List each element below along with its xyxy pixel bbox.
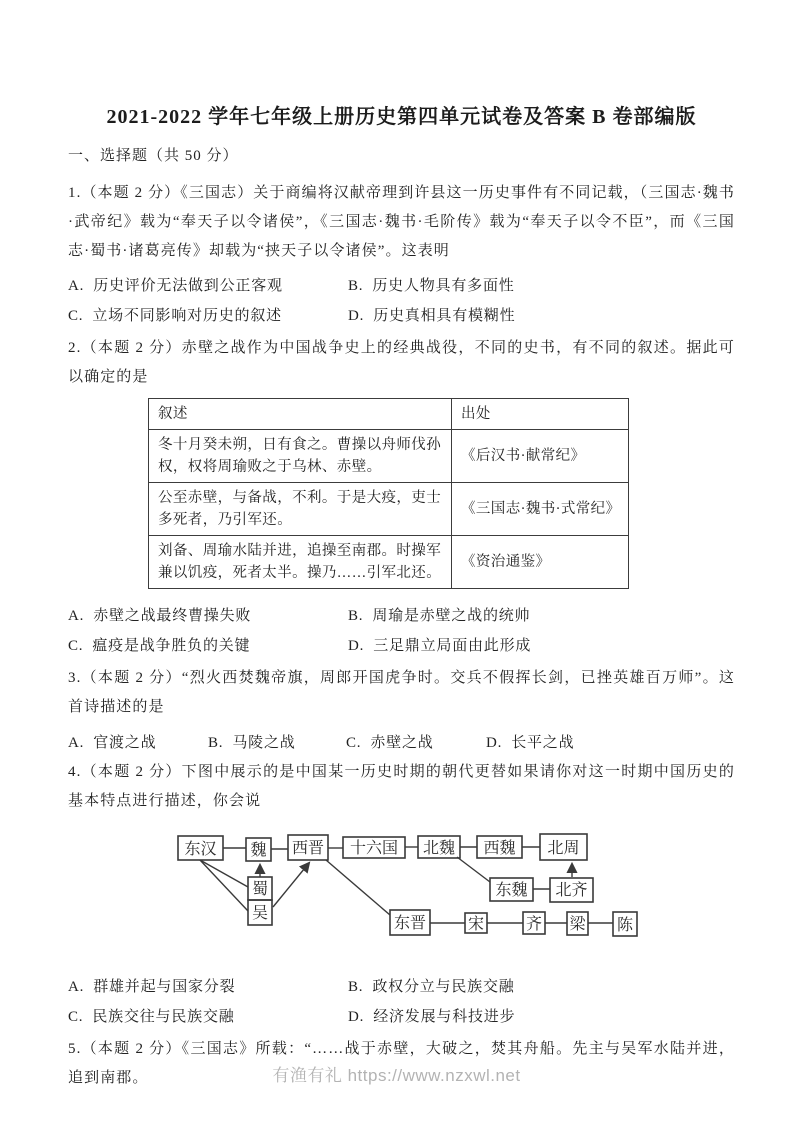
table-cell-narrative: 刘备、周瑜水陆并进，追操至南郡。时操军兼以饥疫，死者太半。操乃……引军北还。: [149, 536, 452, 589]
option-text: 立场不同影响对历史的叙述: [92, 308, 282, 324]
option-b: [208, 728, 346, 758]
svg-text:东晋: 东晋: [393, 915, 427, 932]
option-text: 赤壁之战最终曹操失败: [93, 608, 252, 624]
node-wei: [246, 838, 271, 861]
node-beiwei: [418, 836, 460, 858]
option-text: 历史真相具有模糊性: [373, 308, 516, 324]
option-text: 三足鼎立局面由此形成: [373, 638, 532, 654]
option-key: D.: [348, 638, 365, 654]
option-key: A.: [68, 608, 85, 624]
table-cell-source: 《后汉书·献常纪》: [452, 430, 629, 483]
svg-text:齐: 齐: [525, 916, 543, 933]
option-d: [348, 631, 735, 661]
option-key: C.: [346, 735, 362, 751]
option-b: [348, 601, 735, 631]
option-key: C.: [68, 638, 84, 654]
option-key: C.: [68, 308, 84, 324]
svg-text:北齐: 北齐: [555, 882, 588, 899]
table-cell-narrative: 公至赤壁，与备战，不利。于是大疫，吏士多死者，乃引军还。: [149, 483, 452, 536]
option-a: [68, 728, 208, 758]
option-key: B.: [208, 735, 224, 751]
svg-text:蜀: 蜀: [251, 881, 269, 898]
node-xiwei: [477, 836, 522, 858]
option-c: [346, 728, 486, 758]
node-liang: [567, 912, 588, 935]
option-d: [486, 728, 735, 758]
page-title: 2021-2022 学年七年级上册历史第四单元试卷及答案 B 卷部编版: [106, 106, 697, 128]
svg-text:北周: 北周: [547, 840, 580, 857]
option-text: 马陵之战: [232, 735, 296, 751]
node-chen: [613, 912, 637, 936]
svg-text:东汉: 东汉: [184, 841, 217, 858]
option-key: B.: [348, 979, 364, 995]
option-d: [348, 1002, 735, 1032]
svg-text:宋: 宋: [467, 916, 485, 933]
option-key: D.: [486, 735, 503, 751]
option-c: [68, 301, 348, 331]
option-a: [68, 972, 348, 1002]
dynasty-diagram-svg: [176, 828, 656, 950]
option-text: 经济发展与科技进步: [373, 1009, 516, 1025]
table-header-narrative: 叙述: [149, 399, 452, 430]
svg-text:梁: 梁: [569, 916, 586, 933]
option-c: [68, 1002, 348, 1032]
option-text: 群雄并起与国家分裂: [93, 979, 236, 995]
question-2-options: [68, 601, 735, 661]
question-1-stem: 1.（本题 2 分）《三国志）关于商编将汉献帝理到许县这一历史事件有不同记载，（三国志·魏书·武帝纪》载为“奉天子以令诸侯”，《三国志·魏书·毛阶传》载为“奉天子以令不臣”，而《三国志·蜀书·诸葛亮传》却载为“挟天子以令诸侯”。这表明: [68, 185, 735, 259]
option-key: A.: [68, 278, 85, 294]
node-wu: [248, 900, 272, 925]
node-shiliuguo: [343, 837, 405, 858]
option-a: [68, 271, 348, 301]
option-text: 赤壁之战: [370, 735, 434, 751]
option-key: A.: [68, 735, 85, 751]
question-3-options: [68, 728, 735, 758]
svg-text:北魏: 北魏: [422, 840, 456, 857]
svg-text:西晋: 西晋: [291, 840, 325, 857]
node-xijin: [288, 835, 328, 860]
svg-text:东魏: 东魏: [495, 882, 528, 899]
node-song: [465, 913, 487, 933]
option-key: B.: [348, 278, 364, 294]
question-3-stem: 3.（本题 2 分）“烈火西焚魏帝旗，周郎开国虎争时。交兵不假挥长剑，已挫英雄百万师”。这首诗描述的是: [68, 670, 735, 715]
svg-text:十六国: 十六国: [349, 840, 399, 857]
table-row: [149, 536, 629, 589]
question-2-stem: 2.（本题 2 分）赤壁之战作为中国战争史上的经典战役，不同的史书，有不同的叙述。据此可以确定的是: [68, 340, 735, 385]
option-text: 民族交往与民族交融: [92, 1009, 235, 1025]
node-beizhou: [540, 834, 587, 860]
table-header-row: [149, 399, 629, 430]
table-header-source: 出处: [452, 399, 629, 430]
option-text: 政权分立与民族交融: [372, 979, 515, 995]
svg-text:西魏: 西魏: [483, 840, 516, 857]
option-text: 历史人物具有多面性: [372, 278, 515, 294]
option-text: 官渡之战: [93, 735, 157, 751]
node-qi: [523, 912, 545, 934]
option-key: A.: [68, 979, 85, 995]
node-dongjin: [390, 910, 430, 935]
option-d: [348, 301, 735, 331]
table-cell-source: 《资治通鉴》: [452, 536, 629, 589]
dynasty-diagram: [176, 828, 735, 955]
option-b: [348, 972, 735, 1002]
svg-text:魏: 魏: [250, 842, 267, 859]
section-heading: 一、选择题（共 50 分）: [68, 148, 239, 164]
option-text: 瘟疫是战争胜负的关键: [92, 638, 251, 654]
question-4-options: [68, 972, 735, 1032]
node-beiqi: [550, 878, 593, 902]
option-text: 历史评价无法做到公正客观: [93, 278, 283, 294]
svg-text:陈: 陈: [616, 917, 634, 934]
source-table: [148, 398, 629, 589]
question-5-stem: 5.（本题 2 分）《三国志》所载：“……战于赤壁，大破之，焚其舟船。先主与吴军水陆并进，追到南郡。: [68, 1041, 735, 1086]
footer-watermark: 有渔有礼 https://www.nzxwl.net: [272, 1066, 521, 1085]
option-key: B.: [348, 608, 364, 624]
option-b: [348, 271, 735, 301]
node-donghan: [178, 836, 223, 860]
table-cell-narrative: 冬十月癸未朔，日有食之。曹操以舟师伐孙权，权将周瑜败之于乌林、赤壁。: [149, 430, 452, 483]
question-4-stem: 4.（本题 2 分）下图中展示的是中国某一历史时期的朝代更替如果请你对这一时期中国历史的基本特点进行描述，你会说: [68, 764, 735, 809]
table-row: [149, 483, 629, 536]
question-1-options: [68, 271, 735, 331]
option-a: [68, 601, 348, 631]
option-text: 长平之战: [511, 735, 575, 751]
option-key: C.: [68, 1009, 84, 1025]
option-c: [68, 631, 348, 661]
table-row: [149, 430, 629, 483]
node-dongwei: [490, 878, 533, 901]
node-shu: [248, 877, 272, 900]
option-key: D.: [348, 1009, 365, 1025]
table-cell-source: 《三国志·魏书·式常纪》: [452, 483, 629, 536]
svg-text:吴: 吴: [251, 905, 269, 922]
option-key: D.: [348, 308, 365, 324]
option-text: 周瑜是赤壁之战的统帅: [372, 608, 531, 624]
